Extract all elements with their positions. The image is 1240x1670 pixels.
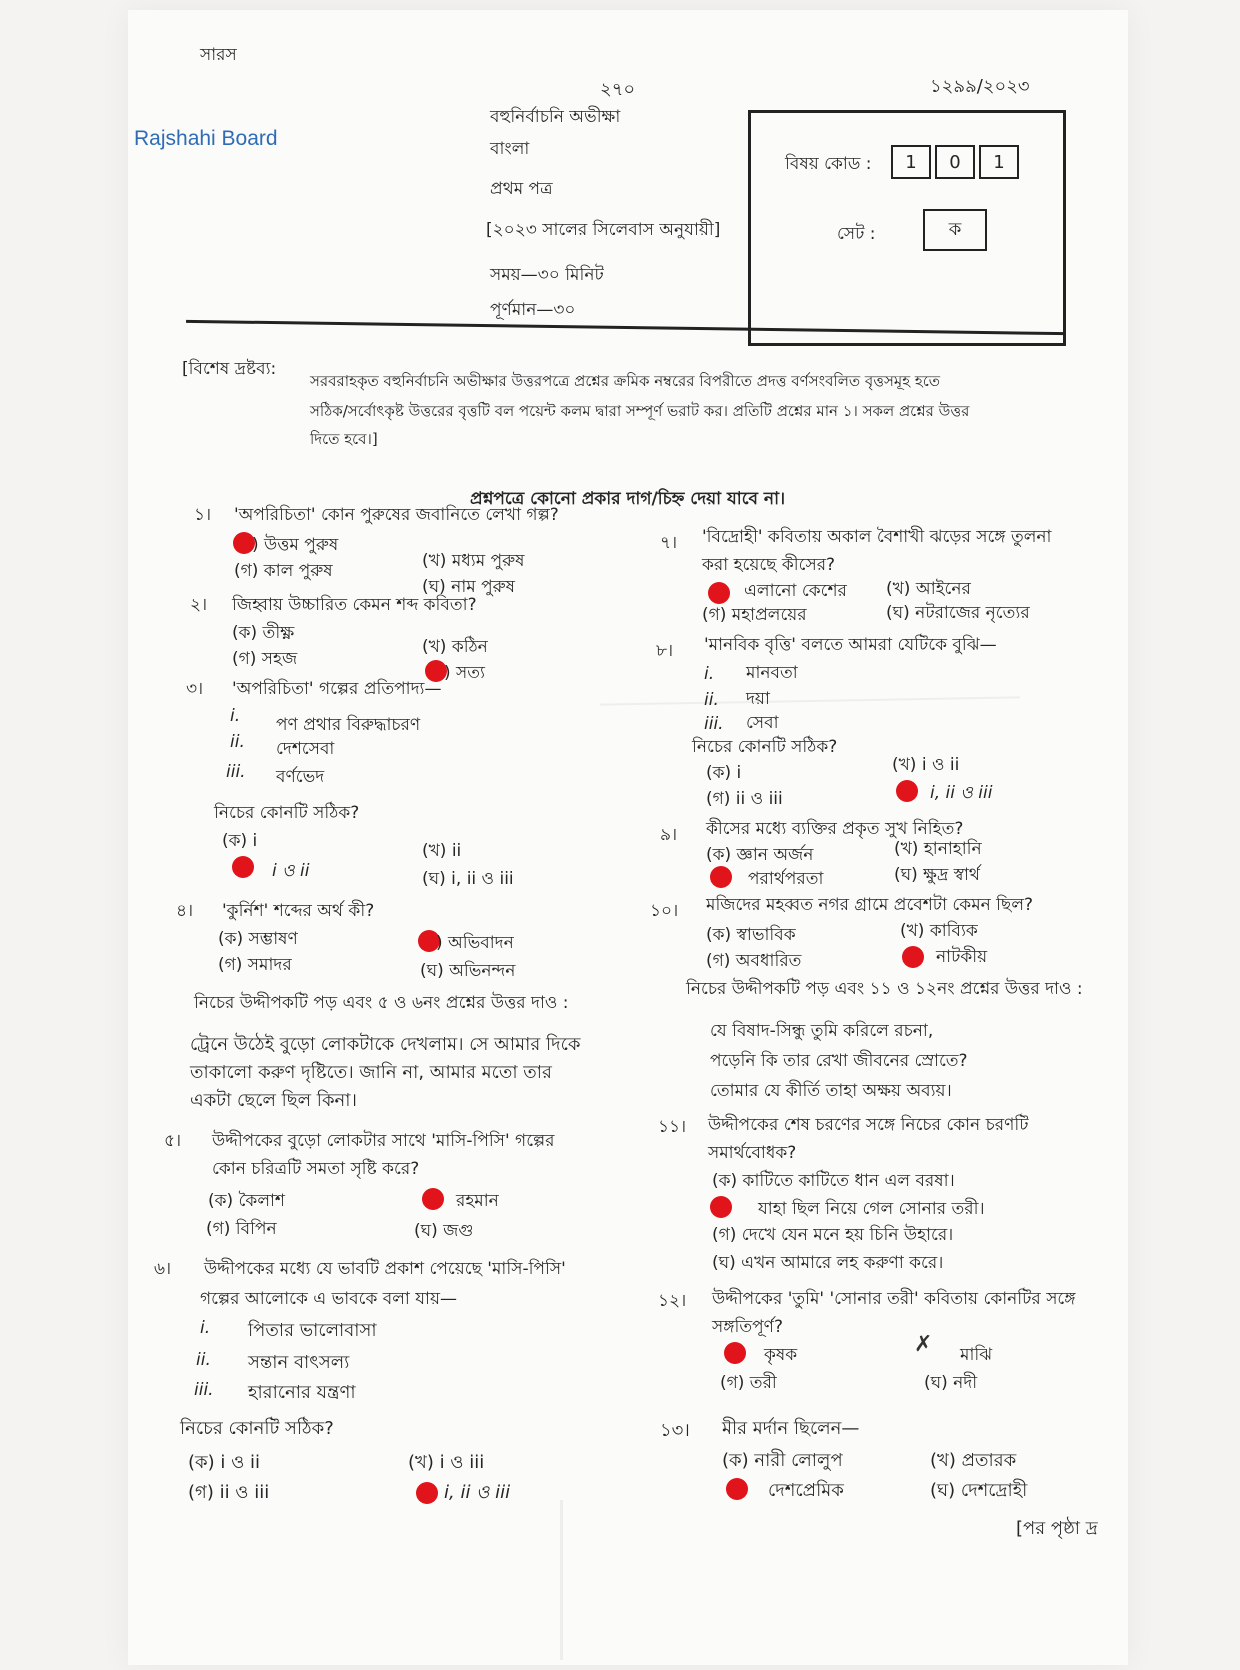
stimulus-line: একটা ছেলে ছিল কিনা।	[190, 1090, 357, 1111]
option-c: (গ) অবধারিত	[706, 951, 802, 971]
statement-text: দেশসেবা	[276, 739, 335, 759]
crossed-option: ✗	[914, 1332, 933, 1357]
option-c: পরার্থপরতা	[748, 869, 824, 889]
option-a: (ক) i ও ii	[188, 1452, 261, 1473]
option-d: (ঘ) নদী	[924, 1373, 978, 1393]
page-number: ২৭০	[600, 79, 636, 100]
option-d: (ঘ) এখন আমারে লহ করুণা করে।	[712, 1253, 944, 1273]
option-a: (ক) তীক্ষ্ণ	[232, 623, 295, 643]
exam-time: সময়—৩০ মিনিট	[490, 265, 604, 285]
stimulus-intro: নিচের উদ্দীপকটি পড় এবং ৫ ও ৬নং প্রশ্নের উত্তর দাও :	[194, 993, 569, 1013]
answer-mark	[422, 1188, 444, 1210]
code-box	[748, 110, 1066, 346]
statement-text: পণ প্রথার বিরুদ্ধাচরণ	[276, 715, 421, 735]
option-c: (গ) ii ও iii	[706, 789, 783, 809]
subject-code-digit: 0	[935, 145, 975, 179]
question-text: উদ্দীপকের মধ্যে যে ভাবটি প্রকাশ পেয়েছে 'মাসি-পিসি'	[204, 1259, 566, 1279]
notice: প্রশ্নপত্রে কোনো প্রকার দাগ/চিহ্ন দেয়া যাবে না।	[470, 489, 786, 509]
exam-paper-number: প্রথম পত্র	[490, 179, 553, 199]
instructions-label: [বিশেষ দ্রষ্টব্য:	[182, 359, 277, 379]
option-a: (ক) কৈলাশ	[208, 1191, 285, 1211]
option-b: (খ) i ও ii	[892, 755, 960, 775]
option-b: (খ) মধ্যম পুরুষ	[422, 551, 525, 571]
question-text: সঙ্গতিপূর্ণ?	[712, 1317, 783, 1337]
statement-text: বর্ণভেদ	[276, 767, 325, 787]
option-d: (ঘ) দেশদ্রোহী	[930, 1480, 1028, 1501]
set-value: ক	[923, 209, 987, 251]
option-a: (ক) সম্ভাষণ	[218, 929, 298, 949]
question-number: ৬।	[154, 1259, 172, 1279]
statement-number: i.	[200, 1318, 211, 1338]
question-text: 'বিদ্রোহী' কবিতায় অকাল বৈশাখী ঝড়ের সঙ্গে তুলনা	[702, 527, 1052, 547]
poem-line: যে বিষাদ-সিন্ধু তুমি করিলে রচনা,	[710, 1021, 934, 1041]
question-number: ২।	[190, 595, 208, 615]
option-c: (গ) তরী	[720, 1373, 777, 1393]
option-a: (ক) নারী লোলুপ	[722, 1450, 843, 1471]
statement-number: iii.	[194, 1380, 214, 1400]
option-a: ) উত্তম পুরুষ	[252, 535, 339, 555]
option-a: এলানো কেশের	[744, 581, 847, 601]
option-d: i, ii ও iii	[444, 1482, 511, 1503]
statement-text: মানবতা	[746, 663, 798, 683]
set-label: সেট :	[837, 224, 876, 244]
question-text: উদ্দীপকের 'তুমি' 'সোনার তরী' কবিতায় কোনটির সঙ্গে	[712, 1289, 1076, 1309]
answer-mark	[232, 856, 254, 878]
question-number: ১।	[194, 505, 212, 525]
statement-text: দয়া	[746, 689, 770, 709]
option-b: ) অভিবাদন	[436, 933, 514, 953]
option-b: রহমান	[456, 1191, 499, 1211]
option-a: (ক) কাটিতে কাটিতে ধান এল বরষা।	[712, 1171, 955, 1191]
stimulus-line: তাকালো করুণ দৃষ্টিতে। জানি না, আমার মতো তার	[190, 1062, 552, 1083]
statement-number: ii.	[196, 1350, 211, 1370]
answer-mark	[726, 1478, 748, 1500]
question-text: জিহ্বায় উচ্চারিত কেমন শব্দ কবিতা?	[232, 595, 477, 615]
question-text: মীর মর্দান ছিলেন—	[722, 1418, 860, 1439]
answer-mark	[708, 582, 730, 604]
question-text: মজিদের মহব্বত নগর গ্রামে প্রবেশটা কেমন ছিল?	[706, 895, 1034, 915]
statement-number: i.	[704, 664, 715, 684]
option-d: (ঘ) ক্ষুদ্র স্বার্থ	[894, 865, 980, 885]
question-text: উদ্দীপকের বুড়ো লোকটার সাথে 'মাসি-পিসি' গল্পের	[212, 1131, 555, 1151]
option-c: (গ) মহাপ্রলয়ের	[702, 605, 807, 625]
which-correct: নিচের কোনটি সঠিক?	[692, 737, 838, 757]
question-number: ১০।	[650, 901, 679, 921]
option-d: i, ii ও iii	[930, 783, 993, 803]
question-text: উদ্দীপকের শেষ চরণের সঙ্গে নিচের কোন চরণটি	[708, 1115, 1029, 1135]
question-text: 'মানবিক বৃত্তি' বলতে আমরা যেটিকে বুঝি—	[704, 635, 997, 655]
question-text: গল্পের আলোকে এ ভাবকে বলা যায়—	[200, 1289, 457, 1309]
next-page-note: [পর পৃষ্ঠা দ্র	[1016, 1518, 1098, 1539]
answer-mark	[416, 1482, 438, 1504]
stimulus-intro: নিচের উদ্দীপকটি পড় এবং ১১ ও ১২নং প্রশ্নের উত্তর দাও :	[686, 979, 1083, 999]
exam-full-marks: পূর্ণমান—৩০	[490, 300, 576, 320]
option-d: (ঘ) অভিনন্দন	[420, 961, 516, 981]
option-d: (ঘ) জগু	[414, 1221, 474, 1241]
which-correct: নিচের কোনটি সঠিক?	[214, 803, 360, 823]
exam-subject: বাংলা	[490, 139, 530, 159]
option-c: (গ) সমাদর	[218, 955, 292, 975]
question-text: 'অপরিচিতা' গল্পের প্রতিপাদ্য—	[232, 679, 442, 699]
option-b: মাঝি	[960, 1345, 993, 1365]
statement-number: ii.	[230, 732, 245, 752]
question-number: ১৩।	[660, 1420, 690, 1441]
poem-line: পড়েনি কি তার রেখা জীবনের স্রোতে?	[710, 1051, 968, 1071]
option-b: (খ) প্রতারক	[930, 1450, 1017, 1471]
question-number: ৯।	[660, 825, 678, 845]
subject-code-digit: 1	[979, 145, 1019, 179]
option-d: ) সত্য	[444, 663, 485, 683]
option-a: (ক) স্বাভাবিক	[706, 925, 796, 945]
question-number: ৪।	[176, 901, 194, 921]
question-number: ৮।	[656, 641, 674, 661]
option-d: (ঘ) নাম পুরুষ	[422, 577, 516, 597]
instructions-line: সঠিক/সর্বোৎকৃষ্ট উত্তরের বৃত্তটি বল পয়েন্ট কলম দ্বারা সম্পূর্ণ ভরাট কর। প্রতিটি প্রশ্নের মান ১। সকল প্রশ্নের উত্তর	[310, 402, 970, 420]
option-a: কৃষক	[764, 1345, 798, 1365]
scan-crease	[560, 1500, 563, 1660]
subject-code-label: বিষয় কোড :	[785, 154, 872, 174]
option-b: (খ) কঠিন	[422, 637, 488, 657]
option-b: (খ) আইনের	[886, 579, 971, 599]
option-d: নাটকীয়	[936, 947, 988, 967]
question-text: 'কুর্নিশ' শব্দের অর্থ কী?	[222, 901, 375, 921]
question-number: ৩।	[186, 679, 204, 699]
question-number: ৫।	[164, 1131, 182, 1151]
answer-mark	[710, 1196, 732, 1218]
option-c: i ও ii	[272, 861, 310, 881]
statement-text: পিতার ভালোবাসা	[248, 1320, 377, 1341]
statement-number: i.	[230, 706, 241, 726]
question-text: করা হয়েছে কীসের?	[702, 555, 836, 575]
question-number: ১১।	[658, 1117, 687, 1137]
question-number: ১২।	[658, 1291, 687, 1311]
option-a: (ক) জ্ঞান অর্জন	[706, 845, 814, 865]
option-c: (গ) বিপিন	[206, 1219, 277, 1239]
option-b: (খ) কাব্যিক	[900, 921, 978, 941]
option-b: (খ) হানাহানি	[894, 839, 982, 859]
question-text: সমার্থবোধক?	[708, 1143, 797, 1163]
answer-mark	[896, 780, 918, 802]
instructions-line: সরবরাহকৃত বহুনির্বাচনি অভীক্ষার উত্তরপত্রে প্রশ্নের ক্রমিক নম্বরের বিপরীতে প্রদত্ত বর্ণসংবলিত বৃত্তসমূহ হতে	[310, 372, 941, 390]
statement-number: iii.	[226, 762, 246, 782]
statement-text: হারানোর যন্ত্রণা	[248, 1382, 356, 1403]
answer-mark	[710, 866, 732, 888]
question-text: কীসের মধ্যে ব্যক্তির প্রকৃত সুখ নিহিত?	[706, 819, 964, 839]
which-correct: নিচের কোনটি সঠিক?	[180, 1418, 334, 1439]
serial-number: ১২৯৯/২০২৩	[930, 76, 1030, 97]
statement-number: ii.	[704, 690, 719, 710]
statement-text: সন্তান বাৎসল্য	[248, 1352, 350, 1373]
option-b: যাহা ছিল নিয়ে গেল সোনার তরী।	[758, 1199, 985, 1219]
exam-type: বহুনির্বাচনি অভীক্ষা	[490, 107, 621, 127]
answer-mark	[724, 1342, 746, 1364]
subject-code-digit: 1	[891, 145, 931, 179]
poem-line: তোমার যে কীর্তি তাহা অক্ষয় অব্যয়।	[710, 1081, 952, 1101]
option-a: (ক) i	[706, 763, 742, 783]
option-c: (গ) দেখে যেন মনে হয় চিনি উহারে।	[712, 1225, 954, 1245]
instructions-line: দিতে হবে।]	[310, 430, 378, 448]
exam-syllabus: [২০২৩ সালের সিলেবাস অনুযায়ী]	[486, 220, 721, 240]
option-d: (ঘ) নটরাজের নৃত্যের	[886, 603, 1030, 623]
option-c: দেশপ্রেমিক	[768, 1480, 844, 1501]
subject-code-digits	[891, 145, 1023, 179]
option-a: (ক) i	[222, 831, 258, 851]
option-c: (গ) ii ও iii	[188, 1482, 270, 1503]
option-d: (ঘ) i, ii ও iii	[422, 869, 514, 889]
statement-number: iii.	[704, 714, 724, 734]
option-b: (খ) ii	[422, 841, 462, 861]
question-number: ৭।	[660, 533, 678, 553]
question-text: 'অপরিচিতা' কোন পুরুষের জবানিতে লেখা গল্প?	[234, 505, 559, 525]
statement-text: সেবা	[746, 713, 779, 733]
option-b: (খ) i ও iii	[408, 1452, 485, 1473]
corner-note: সারস	[200, 45, 237, 65]
option-c: (গ) সহজ	[232, 649, 298, 669]
board-label: Rajshahi Board	[134, 127, 278, 150]
question-text: কোন চরিত্রটি সমতা সৃষ্টি করে?	[212, 1159, 420, 1179]
option-c: (গ) কাল পুরুষ	[234, 561, 333, 581]
answer-mark	[902, 946, 924, 968]
stimulus-line: ট্রেনে উঠেই বুড়ো লোকটাকে দেখলাম। সে আমার দিকে	[190, 1034, 581, 1055]
